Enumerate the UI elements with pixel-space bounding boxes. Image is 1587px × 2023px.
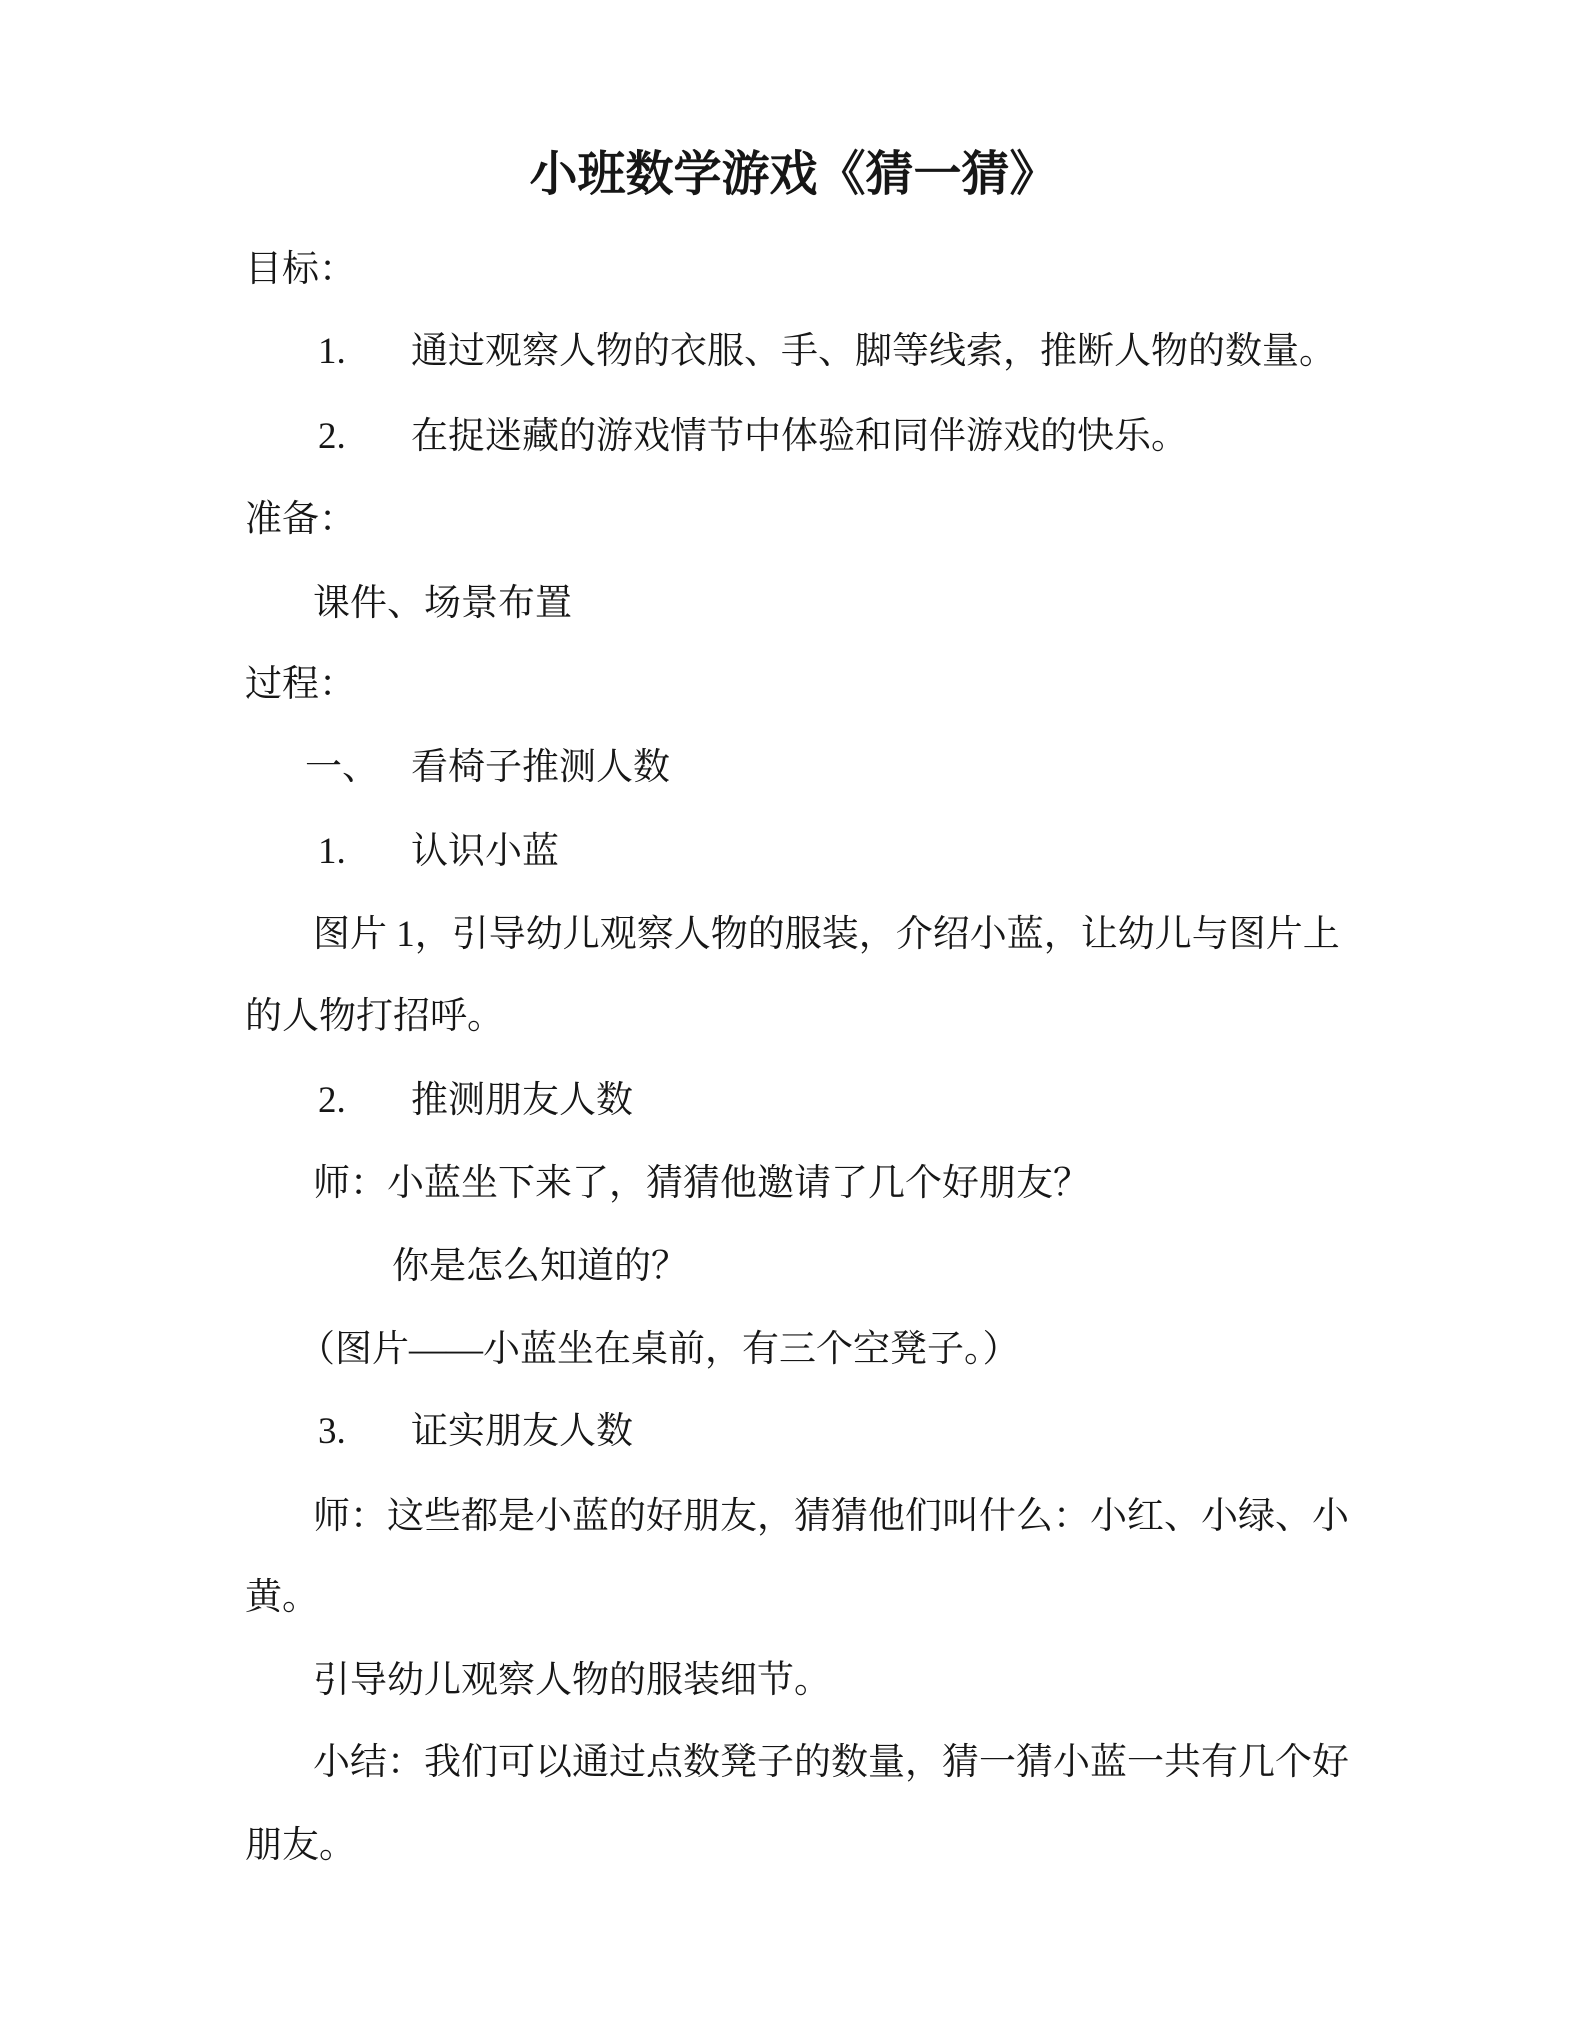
heading-preparation: 准备：	[245, 499, 356, 540]
section-1-heading	[305, 746, 670, 790]
list-text: 在捉迷藏的游戏情节中体验和同伴游戏的快乐。	[411, 416, 1188, 457]
step-2-heading	[318, 1079, 633, 1123]
list-number: 2.	[318, 1080, 346, 1121]
summary-line2: 朋友。	[245, 1825, 356, 1866]
guide-observation-text: 引导幼儿观察人物的服装细节。	[313, 1660, 831, 1701]
teacher-statement-line2: 黄。	[245, 1577, 319, 1618]
list-number: 1.	[318, 831, 346, 872]
list-text: 通过观察人物的衣服、手、脚等线索，推断人物的数量。	[411, 331, 1336, 372]
list-text: 推测朋友人数	[411, 1080, 633, 1121]
document-title: 小班数学游戏《猜一猜》	[529, 148, 1058, 201]
heading-process: 过程：	[245, 664, 356, 705]
picture-note: （图片——小蓝坐在桌前，有三个空凳子。）	[298, 1329, 1020, 1370]
teacher-statement-line1: 师：这些都是小蓝的好朋友，猜猜他们叫什么：小红、小绿、小	[313, 1496, 1349, 1537]
teacher-question-2: 你是怎么知道的？	[392, 1246, 688, 1287]
list-number: 3.	[318, 1411, 346, 1452]
list-number: 一、	[305, 747, 379, 788]
list-text: 认识小蓝	[411, 831, 559, 872]
goal-item-2	[318, 415, 1188, 459]
list-number: 1.	[318, 331, 346, 372]
paragraph-picture1-line2: 的人物打招呼。	[245, 996, 504, 1037]
step-1-heading	[318, 830, 559, 874]
heading-goals: 目标：	[245, 249, 356, 290]
list-text: 看椅子推测人数	[411, 747, 670, 788]
summary-line1: 小结：我们可以通过点数凳子的数量，猜一猜小蓝一共有几个好	[313, 1742, 1349, 1783]
step-3-heading	[318, 1410, 633, 1454]
list-number: 2.	[318, 416, 346, 457]
list-text: 证实朋友人数	[411, 1411, 633, 1452]
teacher-question-1: 师：小蓝坐下来了，猜猜他邀请了几个好朋友？	[313, 1163, 1090, 1204]
preparation-text: 课件、场景布置	[313, 583, 572, 624]
goal-item-1	[318, 330, 1336, 374]
paragraph-picture1-line1: 图片 1，引导幼儿观察人物的服装，介绍小蓝，让幼儿与图片上	[313, 914, 1340, 955]
